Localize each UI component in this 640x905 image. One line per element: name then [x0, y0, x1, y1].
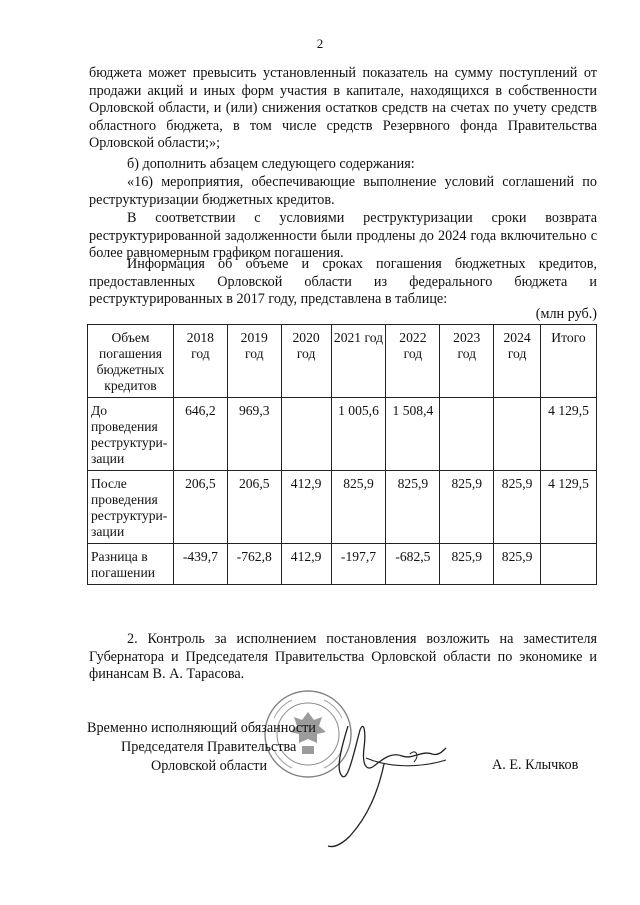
- table-header-row: [88, 325, 597, 398]
- table-cell: 412,9: [281, 544, 331, 585]
- row-label: До проведения реструктури-зации: [88, 398, 174, 471]
- item-b-paragraph: [89, 156, 597, 174]
- table-cell: 1 005,6: [331, 398, 386, 471]
- header-year: 2020 год: [281, 325, 331, 398]
- table-row: [88, 398, 597, 471]
- row-total: [541, 544, 597, 585]
- control-paragraph: [89, 631, 597, 684]
- table-cell: 825,9: [386, 471, 440, 544]
- credit-repayment-table: [87, 324, 597, 585]
- table-cell: -682,5: [386, 544, 440, 585]
- table-cell: [440, 398, 494, 471]
- intro-paragraph: [89, 65, 597, 153]
- restructuring-text: В соответствии с условиями реструктуризации сроки возврата реструктурированной задолженности были продлены до 2024 года включительно с более равномерным графиком погашения.: [89, 210, 597, 262]
- signatory-title: [87, 719, 316, 776]
- table-cell: 206,5: [227, 471, 281, 544]
- item-b-text: б) дополнить абзацем следующего содержания:: [127, 156, 415, 172]
- header-total: Итого: [541, 325, 597, 398]
- row-label: После проведения реструктури-зации: [88, 471, 174, 544]
- table-cell: 825,9: [440, 471, 494, 544]
- signatory-title-line: Временно исполняющий обязанности: [87, 720, 316, 736]
- table-cell: -762,8: [227, 544, 281, 585]
- header-year: 2023 год: [440, 325, 494, 398]
- signatory-title-line: Орловской области: [151, 758, 268, 774]
- info-text: Информация об объеме и сроках погашения бюджетных кредитов, предоставленных Орловской области из федерального бюджета и реструктурированных в 2017 году, представлена в таблице:: [89, 256, 597, 308]
- table-cell: 825,9: [494, 471, 541, 544]
- table-row: [88, 471, 597, 544]
- table-cell: -439,7: [173, 544, 227, 585]
- header-year: 2022 год: [386, 325, 440, 398]
- control-text: 2. Контроль за исполнением постановления возложить на заместителя Губернатора и Председателя Правительства Орловской области по экономике и финансам В. А. Тарасова.: [89, 631, 597, 683]
- table-cell: -197,7: [331, 544, 386, 585]
- table-cell: 646,2: [173, 398, 227, 471]
- restructuring-paragraph: [89, 210, 597, 263]
- table-cell: 825,9: [494, 544, 541, 585]
- header-label: Объем погашения бюджетных кредитов: [88, 325, 174, 398]
- header-year: 2021 год: [331, 325, 386, 398]
- item-16-text: «16) мероприятия, обеспечивающие выполнение условий соглашений по реструктуризации бюджетных кредитов.: [89, 174, 597, 208]
- header-year: 2024 год: [494, 325, 541, 398]
- table-cell: 206,5: [173, 471, 227, 544]
- info-paragraph: [89, 256, 597, 309]
- row-total: 4 129,5: [541, 471, 597, 544]
- table-cell: [494, 398, 541, 471]
- row-total: 4 129,5: [541, 398, 597, 471]
- signatory-title-line: Председателя Правительства: [121, 739, 297, 755]
- item-16-paragraph: [89, 174, 597, 209]
- header-year: 2018 год: [173, 325, 227, 398]
- signatory-name: А. Е. Клычков: [492, 757, 579, 773]
- header-year: 2019 год: [227, 325, 281, 398]
- table-row: [88, 544, 597, 585]
- row-label: Разница в погашении: [88, 544, 174, 585]
- table-cell: [281, 398, 331, 471]
- table-cell: 412,9: [281, 471, 331, 544]
- intro-text: бюджета может превысить установленный показатель на сумму поступлений от продажи акций и иных форм участия в капитале, находящихся в собственности Орловской области, и (или) снижения остатков средств на счетах по учету средств областного бюджета, в том числе средств Резервного фонда Правительства Орловской области;»;: [89, 65, 597, 152]
- table-unit-label: (млн руб.): [535, 306, 597, 322]
- table-cell: 825,9: [331, 471, 386, 544]
- table-cell: 825,9: [440, 544, 494, 585]
- table-cell: 969,3: [227, 398, 281, 471]
- table-cell: 1 508,4: [386, 398, 440, 471]
- page-number: 2: [316, 36, 324, 51]
